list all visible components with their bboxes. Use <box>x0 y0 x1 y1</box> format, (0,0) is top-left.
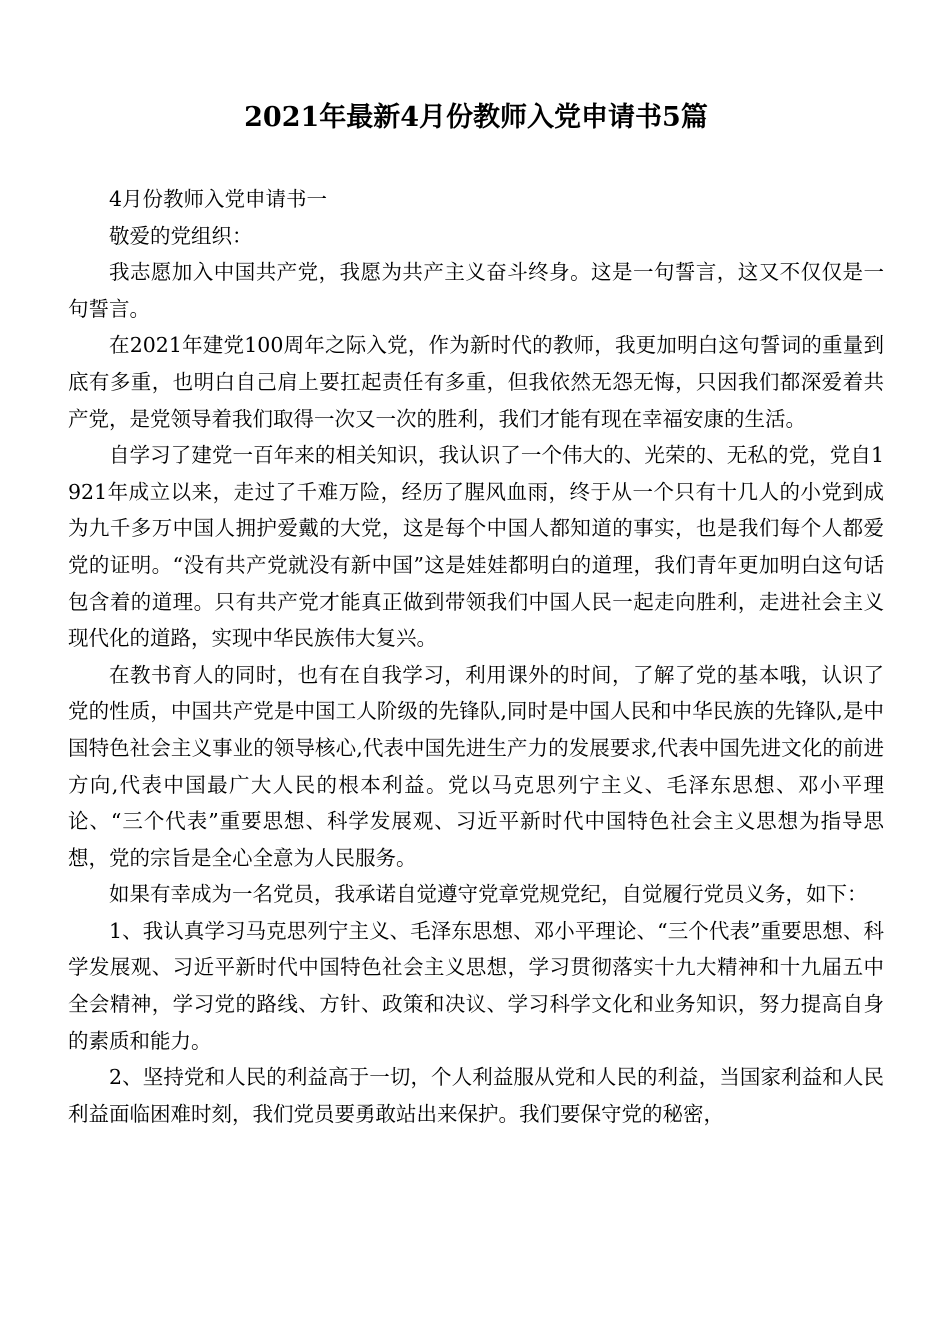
document-body <box>68 181 884 1132</box>
salutation: 敬爱的党组织： <box>109 223 253 248</box>
list-item: 1、我认真学习马克思列宁主义、毛泽东思想、邓小平理论、“三个代表”重要思想、科学发展观、习近平新时代中国特色社会主义思想，学习贯彻落实十九大精神和十九届五中全会精神，学习党的路线、方针、政策和决议、学习科学文化和业务知识，努力提高自身的素质和能力。 <box>68 918 884 1053</box>
paragraph: 我志愿加入中国共产党，我愿为共产主义奋斗终身。这是一句誓言，这又不仅仅是一句誓言。 <box>68 260 884 321</box>
paragraph: 如果有幸成为一名党员，我承诺自觉遵守党章党规党纪，自觉履行党员义务，如下： <box>109 882 868 907</box>
paragraph: 自学习了建党一百年来的相关知识，我认识了一个伟大的、光荣的、无私的党，党自1921年成立以来，走过了千难万险，经历了腥风血雨，终于从一个只有十几人的小党到成为九千多万中国人拥护爱戴的大党，这是每个中国人都知道的事实，也是我们每个人都爱党的证明。“没有共产党就没有新中国”这是娃娃都明白的道理，我们青年更加明白这句话包含着的道理。只有共产党才能真正做到带领我们中国人民一起走向胜利，走进社会主义现代化的道路，实现中华民族伟大复兴。 <box>68 443 884 651</box>
paragraph: 在2021年建党100周年之际入党，作为新时代的教师，我更加明白这句誓词的重量到底有多重，也明白自己肩上要扛起责任有多重，但我依然无怨无悔，只因我们都深爱着共产党，是党领导着我们取得一次又一次的胜利，我们才能有现在幸福安康的生活。 <box>68 333 884 431</box>
list-item: 2、坚持党和人民的利益高于一切，个人利益服从党和人民的利益，当国家利益和人民利益面临困难时刻，我们党员要勇敢站出来保护。我们要保守党的秘密， <box>68 1065 884 1126</box>
document-title: 2021年最新4月份教师入党申请书5篇 <box>244 102 708 133</box>
section-heading: 4月份教师入党申请书一 <box>109 187 328 211</box>
paragraph: 在教书育人的同时，也有在自我学习，利用课外的时间，了解了党的基本哦，认识了党的性质，中国共产党是中国工人阶级的先锋队,同时是中国人民和中华民族的先锋队,是中国特色社会主义事业的领导核心,代表中国先进生产力的发展要求,代表中国先进文化的前进方向,代表中国最广大人民的根本利益。党以马克思列宁主义、毛泽东思想、邓小平理论、“三个代表”重要思想、科学发展观、习近平新时代中国特色社会主义思想为指导思想，党的宗旨是全心全意为人民服务。 <box>68 662 884 870</box>
